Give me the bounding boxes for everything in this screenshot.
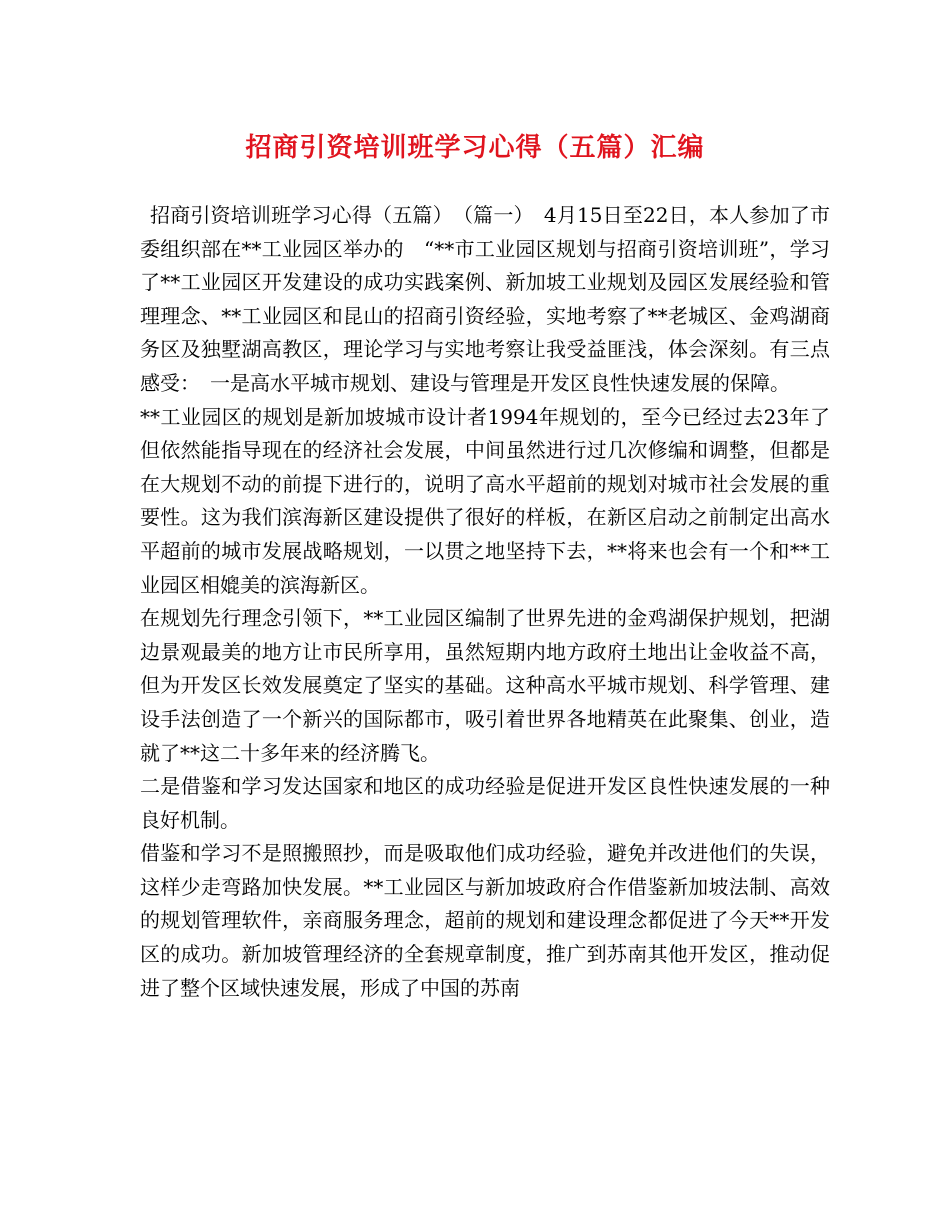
paragraph-point-two: 二是借鉴和学习发达国家和地区的成功经验是促进开发区良性快速发展的一种良好机制。 (140, 774, 830, 832)
paragraph-learning: 借鉴和学习不是照搬照抄，而是吸取他们成功经验，避免并改进他们的失误，这样少走弯路加快发展。**工业园区与新加坡政府合作借鉴新加坡法制、高效的规划管理软件，亲商服务理念，超前的规划和建设理念都促进了今天**开发区的成功。新加坡管理经济的全套规章制度，推广到苏南其他开发区，推动促进了整个区域快速发展，形成了中国的苏南 (140, 841, 830, 1000)
document-body (140, 199, 830, 1005)
paragraph-intro: 招商引资培训班学习心得（五篇） （篇一） 4月15日至22日，本人参加了市委组织部在**工业园区举办的 “**市工业园区规划与招商引资培训班”，学习了**工业园区开发建设的成功实践案例、新加坡工业规划及园区发展经验和管理理念、**工业园区和昆山的招商引资经验，实地考察了**老城区、金鸡湖商务区及独墅湖高教区，理论学习与实地考察让我受益匪浅，体会深刻。有三点感受： 一是高水平城市规划、建设与管理是开发区良性快速发展的保障。 (140, 203, 830, 395)
document-title: 招商引资培训班学习心得（五篇）汇编 (245, 133, 705, 163)
paragraph-jinji-lake: 在规划先行理念引领下，**工业园区编制了世界先进的金鸡湖保护规划，把湖边景观最美的地方让市民所享用，虽然短期内地方政府土地出让金收益不高，但为开发区长效发展奠定了坚实的基础。这种高水平城市规划、科学管理、建设手法创造了一个新兴的国际都市，吸引着世界各地精英在此聚集、创业，造就了**这二十多年来的经济腾飞。 (140, 606, 830, 765)
paragraph-planning: **工业园区的规划是新加坡城市设计者1994年规划的，至今已经过去23年了但依然能指导现在的经济社会发展，中间虽然进行过几次修编和调整，但都是在大规划不动的前提下进行的，说明了高水平超前的规划对城市社会发展的重要性。这为我们滨海新区建设提供了很好的样板，在新区启动之前制定出高水平超前的城市发展战略规划，一以贯之地坚持下去，**将来也会有一个和**工业园区相媲美的滨海新区。 (140, 404, 830, 597)
